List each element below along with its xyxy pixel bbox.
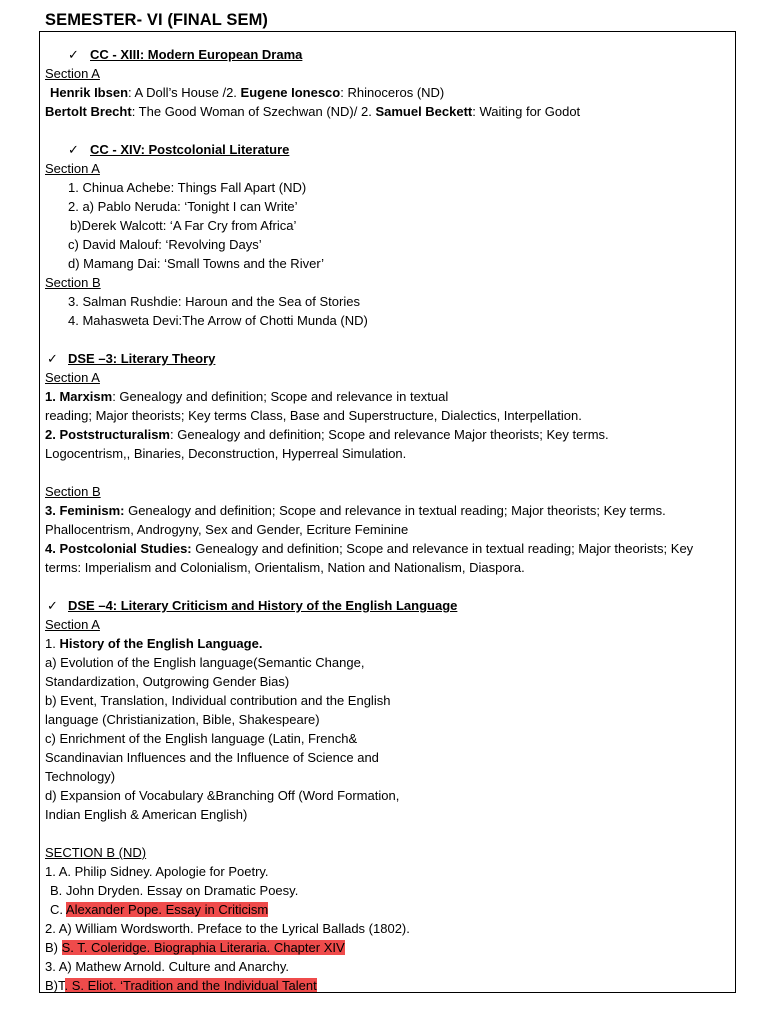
list-item: c) Enrichment of the English language (Latin, French&: [45, 731, 358, 746]
topic-text: : Genealogy and definition; Scope and relevance Major theorists; Key terms.: [170, 427, 609, 442]
list-item: b) Event, Translation, Individual contribution and the English: [45, 693, 391, 708]
dse3-heading-row: [45, 349, 729, 368]
list-item: a) Evolution of the English language(Semantic Change,: [45, 655, 365, 670]
topic-label: 1. Marxism: [45, 389, 113, 404]
list-item: 1. A. Philip Sidney. Apologie for Poetry.: [45, 864, 269, 879]
cc13-heading: CC - XIII: Modern European Drama: [90, 47, 303, 62]
checkmark-icon: ✓: [68, 47, 79, 62]
dse4-section-b: SECTION B (ND): [45, 845, 147, 860]
topic-label: 2. Poststructuralism: [45, 427, 170, 442]
list-item: 2. A) William Wordsworth. Preface to the Lyrical Ballads (1802).: [45, 921, 410, 936]
author-name: Eugene Ionesco: [240, 85, 341, 100]
dse3-section-a: Section A: [45, 370, 100, 385]
list-item: Indian English & American English): [45, 807, 248, 822]
page-title: SEMESTER- VI (FINAL SEM): [45, 11, 269, 29]
highlighted-text: . S. Eliot. ‘Tradition and the Individual Talent: [64, 978, 317, 993]
topic-label: 4. Postcolonial Studies:: [45, 541, 192, 556]
dse3-post-line-2: Logocentrism,, Binaries, Deconstruction, Hyperreal Simulation.: [45, 446, 407, 461]
topic-label: 3. Feminism:: [45, 503, 125, 518]
topic-text: Genealogy and definition; Scope and relevance in textual reading; Major theorists; Key terms.: [124, 503, 666, 518]
topic-number: 1.: [45, 636, 60, 651]
spacer: [45, 577, 729, 596]
list-item: 4. Mahasweta Devi:The Arrow of Chotti Munda (ND): [68, 313, 368, 328]
dse3-marxism-line-1: [45, 387, 729, 406]
topic-text: Genealogy and definition; Scope and relevance in textual reading; Major theorists; Key: [191, 541, 694, 556]
highlighted-text: Alexander Pope. Essay in Criticism: [65, 902, 269, 917]
dse3-pc-line-1: [45, 539, 729, 558]
dse3-marxism-line-2: reading; Major theorists; Key terms Class, Base and Superstructure, Dialectics, Interpellation.: [45, 408, 582, 423]
dse3-heading: DSE –3: Literary Theory: [68, 351, 216, 366]
work-text: : The Good Woman of Szechwan (ND)/ 2.: [131, 104, 376, 119]
cc13-heading-row: [45, 45, 729, 64]
spacer: [45, 121, 729, 140]
dse3-post-line-1: [45, 425, 729, 444]
work-text: : Rhinoceros (ND): [340, 85, 445, 100]
topic-label: History of the English Language.: [59, 636, 263, 651]
highlighted-text: S. T. Coleridge. Biographia Literaria. Chapter XIV: [61, 940, 345, 955]
topic-text: : Genealogy and definition; Scope and relevance in textual: [112, 389, 449, 404]
list-item: Technology): [45, 769, 116, 784]
list-item-highlighted: [45, 900, 729, 919]
dse3-pc-line-2: terms: Imperialism and Colonialism, Orientalism, Nation and Nationalism, Diaspora.: [45, 560, 525, 575]
list-item-highlighted: [45, 938, 729, 957]
list-item: 3. A) Mathew Arnold. Culture and Anarchy.: [45, 959, 290, 974]
item-prefix: B): [45, 940, 62, 955]
list-item: d) Expansion of Vocabulary &Branching Off (Word Formation,: [45, 788, 400, 803]
checkmark-icon: ✓: [47, 598, 58, 613]
list-item: 1. Chinua Achebe: Things Fall Apart (ND): [68, 180, 307, 195]
list-item-highlighted: [45, 976, 729, 993]
cc14-heading: CC - XIV: Postcolonial Literature: [90, 142, 290, 157]
list-item: B. John Dryden. Essay on Dramatic Poesy.: [50, 883, 299, 898]
author-name: Bertolt Brecht: [45, 104, 132, 119]
dse4-history-heading: [45, 634, 729, 653]
list-item: Standardization, Outgrowing Gender Bias): [45, 674, 290, 689]
item-prefix: C.: [50, 902, 66, 917]
dse4-section-a: Section A: [45, 617, 100, 632]
cc14-section-a: Section A: [45, 161, 100, 176]
cc13-line-1: [45, 83, 729, 102]
list-item: c) David Malouf: ‘Revolving Days’: [68, 237, 262, 252]
syllabus-content: [45, 45, 729, 993]
list-item: b)Derek Walcott: ‘A Far Cry from Africa’: [70, 218, 297, 233]
author-name: Samuel Beckett: [375, 104, 473, 119]
dse3-fem-line-2: Phallocentrism, Androgyny, Sex and Gender, Ecriture Feminine: [45, 522, 409, 537]
cc13-line-2: [45, 102, 729, 121]
dse3-section-b: Section B: [45, 484, 101, 499]
work-text: : Waiting for Godot: [472, 104, 581, 119]
cc14-section-b: Section B: [45, 275, 101, 290]
checkmark-icon: ✓: [47, 351, 58, 366]
work-text: : A Doll’s House /2.: [128, 85, 241, 100]
list-item: 2. a) Pablo Neruda: ‘Tonight I can Write’: [68, 199, 298, 214]
dse4-heading: DSE –4: Literary Criticism and History of the English Language: [68, 598, 458, 613]
cc14-heading-row: [45, 140, 729, 159]
spacer: [45, 330, 729, 349]
list-item: Scandinavian Influences and the Influence of Science and: [45, 750, 379, 765]
cc13-section-a: Section A: [45, 66, 100, 81]
spacer: [45, 824, 729, 843]
dse3-fem-line-1: [45, 501, 729, 520]
list-item: 3. Salman Rushdie: Haroun and the Sea of Stories: [68, 294, 360, 309]
spacer: [45, 463, 729, 482]
checkmark-icon: ✓: [68, 142, 79, 157]
item-prefix: B)T: [45, 978, 65, 993]
syllabus-box: [39, 31, 736, 993]
author-name: Henrik Ibsen: [50, 85, 129, 100]
list-item: d) Mamang Dai: ‘Small Towns and the River’: [68, 256, 325, 271]
list-item: language (Christianization, Bible, Shakespeare): [45, 712, 320, 727]
dse4-heading-row: [45, 596, 729, 615]
